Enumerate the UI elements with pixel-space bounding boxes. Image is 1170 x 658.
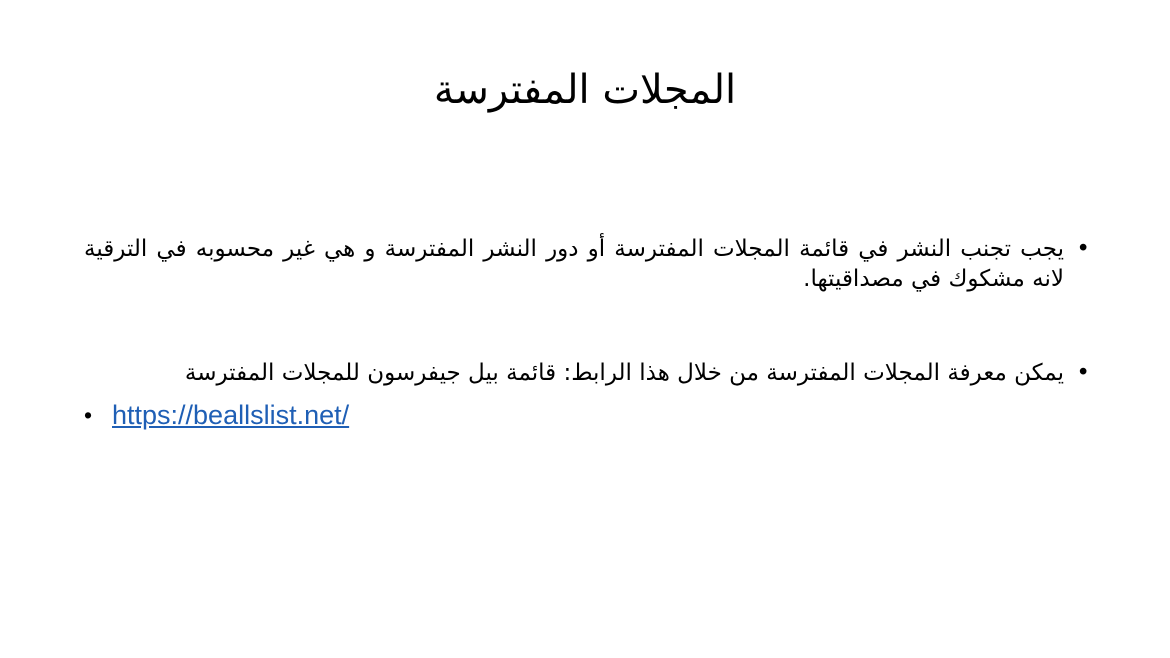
bullet-dot: • (84, 402, 93, 428)
bullet-item-link (84, 398, 1090, 432)
bullet-text: يمكن معرفة المجلات المفترسة من خلال هذا الرابط: قائمة بيل جيفرسون للمجلات المفترسة (184, 360, 1064, 386)
slide-title: المجلات المفترسة (433, 67, 737, 113)
bullet-dot: • (1076, 360, 1090, 386)
bullet-text: يجب تجنب النشر في قائمة المجلات المفترسة أو دور النشر المفترسة و هي غير محسوبه في الترقية لانه مشكوك في مصداقيتها. (84, 236, 1064, 292)
bealls-list-link[interactable]: https://beallslist.net/ (112, 400, 350, 430)
bullet-item-avoid-publishing (84, 234, 1090, 294)
bullet-dot: • (1076, 236, 1090, 262)
bullet-item-find-list (84, 358, 1090, 388)
bullet-list (84, 228, 1090, 432)
